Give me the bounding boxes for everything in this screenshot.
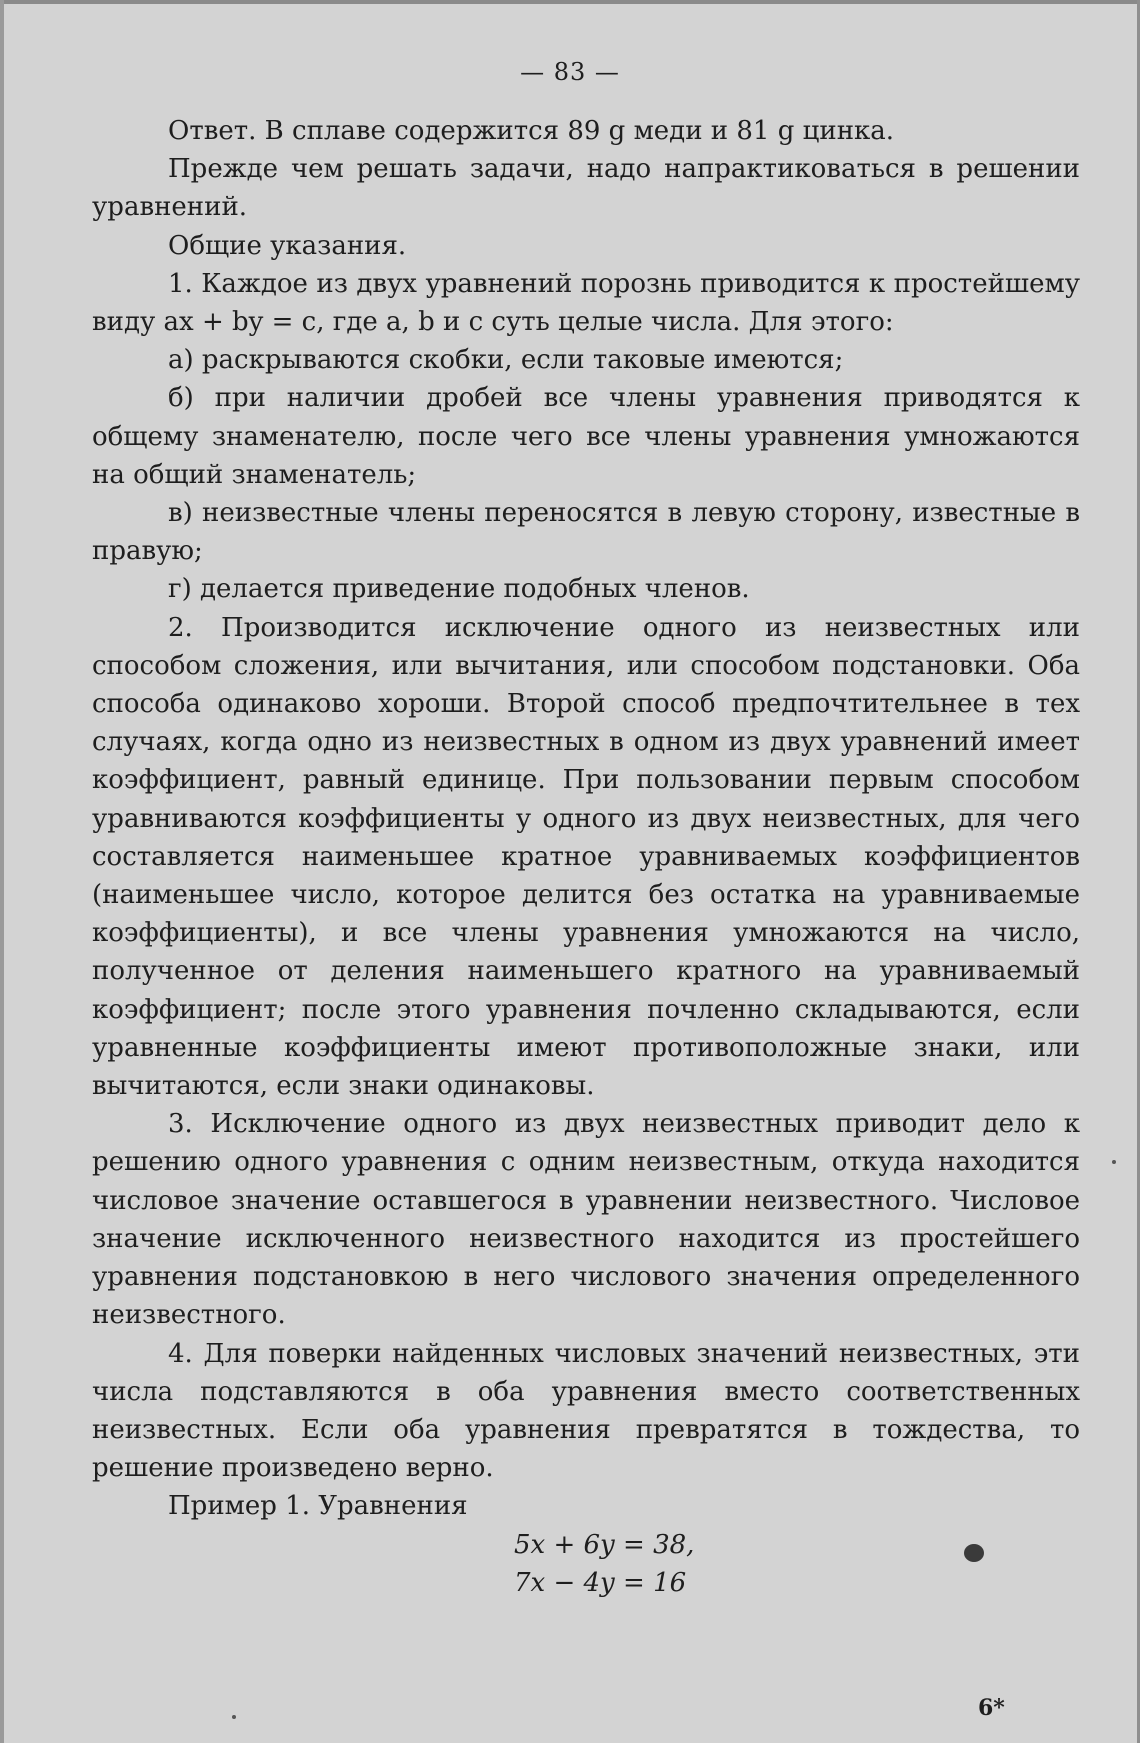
rule-2-paragraph: 2. Производится исключение одного из неизвестных или способом сложения, или вычитания, или способом подстановки. Оба способа одинаково хороши. Второй способ предпочтительнее в тех случаях, когда одно из неизвестных в одном из двух уравнений имеет коэффициент, равный единице. При пользовании первым способом уравниваются коэффициенты у одного из двух неизвестных, для чего составляется наименьшее кратное уравниваемых коэффициентов (наименьшее число, которое делится без остатка на уравниваемые коэффициенты), и все члены уравнения умножаются на число, полученное от деления наименьшего кратного на уравниваемый коэффициент; после этого уравнения почленно складываются, если уравненные коэффициенты имеют противоположные знаки, или вычитаются, если знаки одинаковы. <box>92 612 1080 1102</box>
rule-1-paragraph: 1. Каждое из двух уравнений порознь приводится к простейшему виду ax + by = c, где a, b и c суть целые числа. Для этого: <box>92 268 1080 338</box>
paper-speck <box>232 1715 236 1719</box>
equation-2: 7x − 4y = 16 <box>514 1567 687 1598</box>
rule-3-paragraph: 3. Исключение одного из двух неизвестных приводит дело к решению одного уравнения с одним неизвестным, откуда находится числовое значение оставшегося в уравнении неизвестного. Числовое значение исключенного неизвестного находится из простейшего уравнения подстановкою в него числового значения определенного неизвестного. <box>92 1109 1080 1331</box>
intro-paragraph: Прежде чем решать задачи, надо напрактиковаться в решении уравнений. <box>92 154 1080 223</box>
section-heading: Общие указания. <box>168 230 407 261</box>
example-heading: Пример 1. Уравнения <box>168 1491 468 1522</box>
rule-1b-paragraph: б) при наличии дробей все члены уравнения приводятся к общему знаменателю, после чего все члены уравнения умножаются на общий знаменатель; <box>92 383 1080 490</box>
page-number: — 83 — <box>520 58 620 86</box>
answer-paragraph: Ответ. В сплаве содержится 89 g меди и 81 g цинка. <box>168 116 895 146</box>
page-edge-left <box>0 0 4 1743</box>
paper-speck <box>1112 1160 1116 1164</box>
page-edge-top <box>0 0 1140 4</box>
rule-1g-paragraph: г) делается приведение подобных членов. <box>168 574 750 605</box>
rule-4-paragraph: 4. Для поверки найденных числовых значений неизвестных, эти числа подставляются в оба уравнения вместо соответственных неизвестных. Если оба уравнения превратятся в тождества, то решение произведено верно. <box>92 1338 1080 1484</box>
rule-1a-paragraph: а) раскрываются скобки, если таковые имеются; <box>168 345 844 376</box>
signature-mark: 6* <box>978 1695 1005 1721</box>
rule-1v-paragraph: в) неизвестные члены переносятся в левую сторону, известные в правую; <box>92 498 1080 567</box>
ink-blot <box>964 1544 984 1562</box>
page-body <box>92 112 1080 1602</box>
equation-1: 5x + 6y = 38, <box>514 1529 695 1560</box>
